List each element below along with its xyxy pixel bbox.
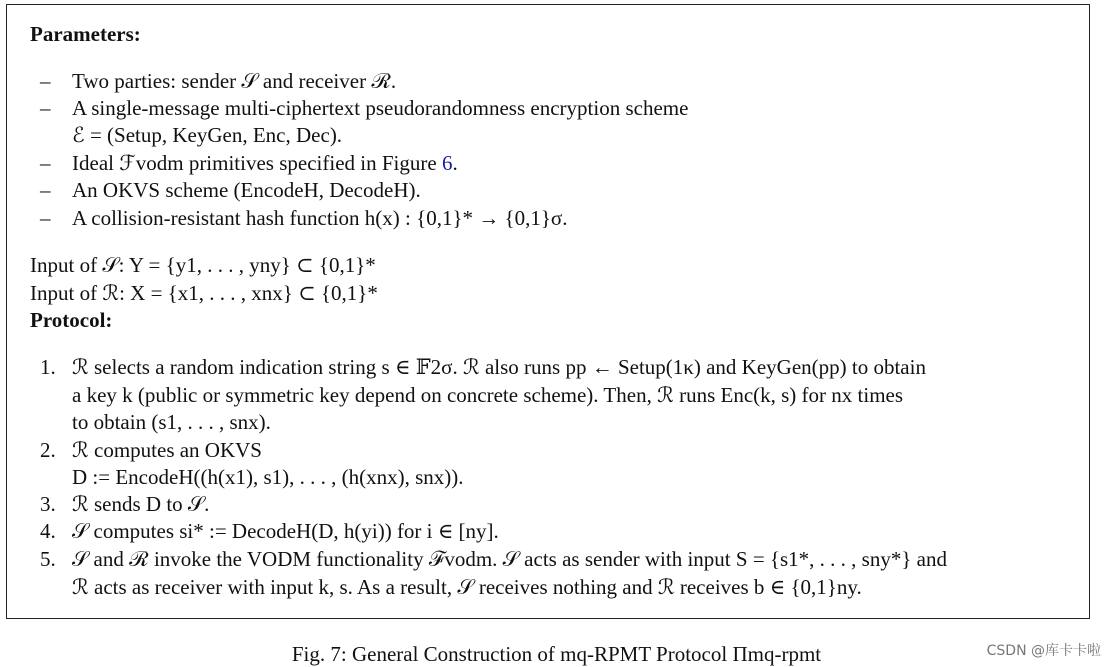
figure-6-link[interactable]: 6 [441, 151, 453, 175]
parameters-heading: Parameters: [30, 22, 141, 46]
csdn-watermark: CSDN @库卡卡啦 [986, 643, 1101, 659]
input-receiver: Input of ℛ: X = {x1, . . . , xnx} ⊂ {0,1}* [30, 281, 378, 305]
figure-caption: Fig. 7: General Construction of mq-RPMT Protocol Πmq-rpmt [291, 642, 822, 666]
input-sender: Input of 𝒮: Y = {y1, . . . , yny} ⊂ {0,1}* [30, 253, 376, 277]
protocol-heading: Protocol: [30, 308, 113, 332]
